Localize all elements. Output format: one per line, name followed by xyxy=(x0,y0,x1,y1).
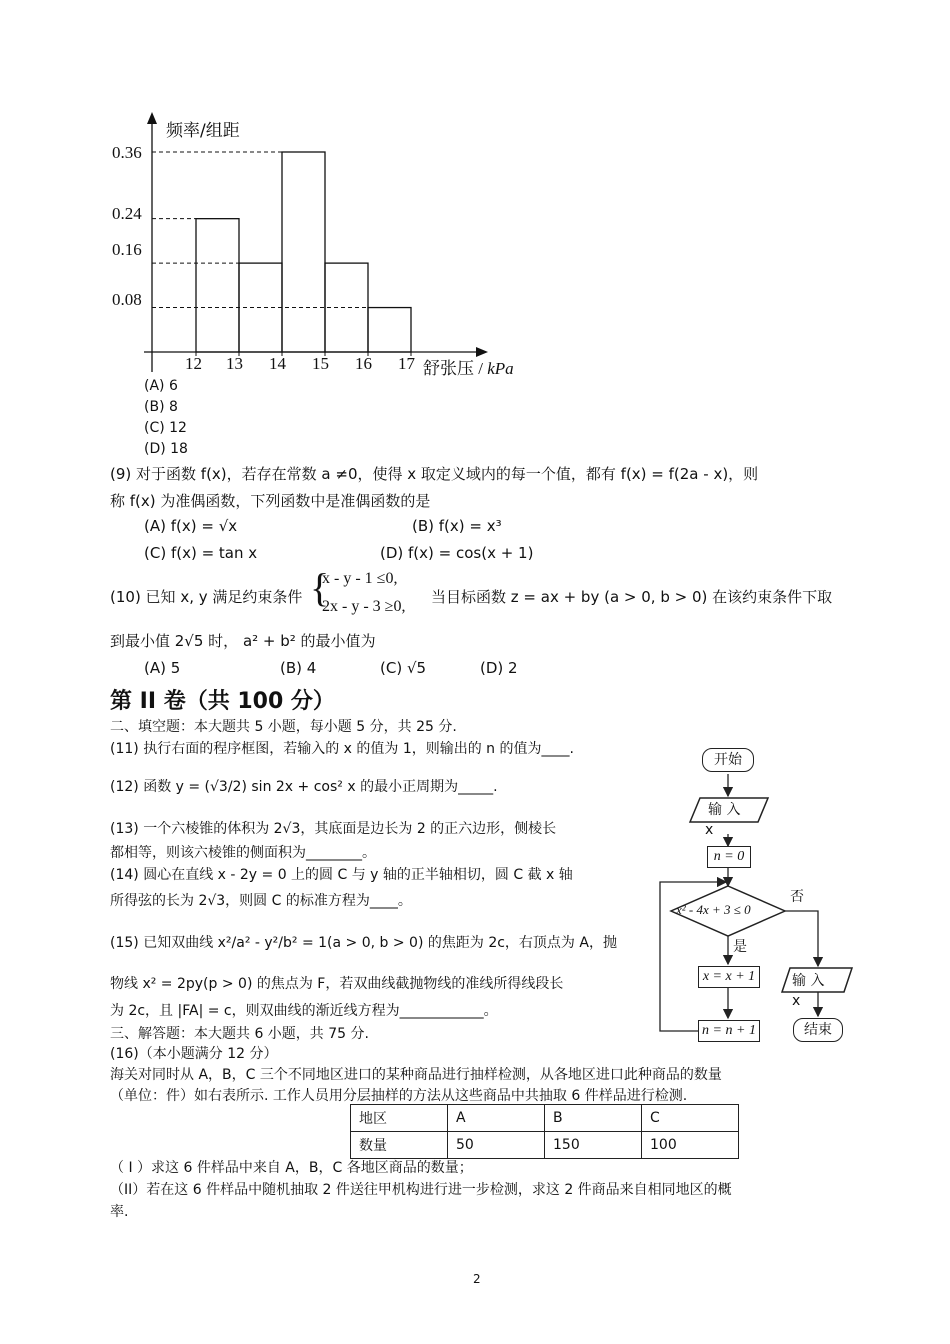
histogram-bar xyxy=(325,263,368,352)
q16-part-ii-line2: 率. xyxy=(110,1204,129,1220)
q8-option-a: (A) 6 xyxy=(144,378,178,394)
q10-option-d: (D) 2 xyxy=(480,659,518,677)
histogram-ytick: 0.16 xyxy=(112,240,142,259)
flowchart-step-n: n = n + 1 xyxy=(698,1020,760,1042)
table-cell: B xyxy=(545,1105,642,1132)
table-cell: 地区 xyxy=(351,1105,448,1132)
q13-line2: 都相等，则该六棱锥的侧面积为________。 xyxy=(110,845,376,861)
table-cell: 150 xyxy=(545,1132,642,1159)
table-row xyxy=(351,1132,739,1159)
table-row xyxy=(351,1105,739,1132)
q9-option-b: (B) f(x) = x³ xyxy=(412,517,502,535)
flowchart-init: n = 0 xyxy=(707,846,751,868)
flowchart-end: 结束 xyxy=(793,1018,843,1042)
histogram-ylabel: 频率/组距 xyxy=(166,121,240,141)
histogram-xtick: 16 xyxy=(355,354,372,373)
q10-constraint-1: x - y - 1 ≤0, xyxy=(322,570,398,587)
q8-option-b: (B) 8 xyxy=(144,399,178,415)
q8-option-c: (C) 12 xyxy=(144,420,187,436)
part2-title: 第 II 卷（共 100 分） xyxy=(110,689,335,714)
flowchart-output-var: x xyxy=(792,993,801,1009)
histogram-xtick: 12 xyxy=(185,354,202,373)
q16-part-ii-line1: （II）若在这 6 件样品中随机抽取 2 件送往甲机构进行进一步检测，求这 2 件商品来自相同地区的概 xyxy=(110,1182,732,1198)
table-cell: 100 xyxy=(642,1132,739,1159)
table-cell: 50 xyxy=(448,1132,545,1159)
histogram-xtick: 13 xyxy=(226,354,243,373)
q16-line2: （单位：件）如右表所示. 工作人员用分层抽样的方法从这些商品中共抽取 6 件样品进行检测. xyxy=(110,1088,688,1104)
flowchart-lines xyxy=(650,740,870,1060)
flowchart-yes-label: 是 xyxy=(733,939,747,955)
q14-line2: 所得弦的长为 2√3，则圆 C 的标准方程为____。 xyxy=(110,893,412,909)
q9-option-d: (D) f(x) = cos(x + 1) xyxy=(380,544,534,562)
solve-section-header: 三、解答题：本大题共 6 小题，共 75 分. xyxy=(110,1026,369,1042)
constraint-brace: { xyxy=(310,565,330,610)
y-axis-arrow xyxy=(147,112,157,124)
q16-line1: 海关对同时从 A，B，C 三个不同地区进口的某种商品进行抽样检测，从各地区进口此种商品的数量 xyxy=(110,1067,722,1083)
q13-line1: (13) 一个六棱锥的体积为 2√3，其底面是边长为 2 的正六边形，侧棱长 xyxy=(110,821,557,837)
q14-line1: (14) 圆心在直线 x - 2y = 0 上的圆 C 与 y 轴的正半轴相切，圆 C 截 x 轴 xyxy=(110,867,573,883)
histogram-ytick: 0.36 xyxy=(112,143,142,162)
q9-line2: 称 f(x) 为准偶函数，下列函数中是准偶函数的是 xyxy=(110,492,431,510)
flowchart-input-var: x xyxy=(705,822,714,838)
table-cell: A xyxy=(448,1105,545,1132)
table-cell: 数量 xyxy=(351,1132,448,1159)
q16-heading: (16)（本小题满分 12 分） xyxy=(110,1046,278,1062)
q10-suffix: 当目标函数 z = ax + by (a > 0, b > 0) 在该约束条件下取 xyxy=(431,588,833,606)
histogram-xtick: 15 xyxy=(312,354,329,373)
flowchart-output-label: 输 入 xyxy=(792,973,825,989)
histogram-xtick: 14 xyxy=(269,354,286,373)
q10-line2: 到最小值 2√5 时， a² + b² 的最小值为 xyxy=(110,632,376,650)
histogram-bar xyxy=(196,219,239,352)
q8-option-d: (D) 18 xyxy=(144,441,188,457)
histogram-bar xyxy=(282,152,325,352)
q10-option-a: (A) 5 xyxy=(144,659,181,677)
q16-part-i: （ I ）求这 6 件样品中来自 A，B，C 各地区商品的数量； xyxy=(110,1160,473,1176)
q10-option-b: (B) 4 xyxy=(280,659,317,677)
fill-section-header: 二、填空题：本大题共 5 小题，每小题 5 分，共 25 分. xyxy=(110,719,457,735)
q12: (12) 函数 y = (√3/2) sin 2x + cos² x 的最小正周期为_____. xyxy=(110,779,498,795)
histogram-xlabel: 舒张压 / kPa xyxy=(423,359,514,379)
histogram-xtick: 17 xyxy=(398,354,415,373)
q15-line2: 物线 x² = 2py(p > 0) 的焦点为 F，若双曲线截抛物线的准线所得线段长 xyxy=(110,976,564,992)
histogram-ytick: 0.08 xyxy=(112,290,142,309)
q15-line3: 为 2c，且 |FA| = c，则双曲线的渐近线方程为____________。 xyxy=(110,1003,498,1019)
flowchart-start: 开始 xyxy=(702,748,754,772)
histogram-ytick: 0.24 xyxy=(112,204,142,223)
q10-option-c: (C) √5 xyxy=(380,659,427,677)
q15-line1: (15) 已知双曲线 x²/a² - y²/b² = 1(a > 0, b > 0) 的焦距为 2c，右顶点为 A，抛 xyxy=(110,935,617,951)
histogram-chart xyxy=(100,110,540,380)
q10-prefix: (10) 已知 x, y 满足约束条件 xyxy=(110,588,303,606)
import-table xyxy=(350,1104,739,1159)
flowchart-input-label: 输 入 xyxy=(708,802,741,818)
table-cell: C xyxy=(642,1105,739,1132)
flowchart-condition: x² - 4x + 3 ≤ 0 xyxy=(676,902,751,917)
q11: (11) 执行右面的程序框图，若输入的 x 的值为 1，则输出的 n 的值为____. xyxy=(110,741,574,757)
q9-line1: (9) 对于函数 f(x)，若存在常数 a ≠0，使得 x 取定义域内的每一个值，都有 f(x) = f(2a - x)，则 xyxy=(110,465,759,483)
flowchart-no-label: 否 xyxy=(790,889,804,905)
histogram-bar xyxy=(368,308,411,352)
q10-constraint-2: 2x - y - 3 ≥0, xyxy=(322,598,406,615)
q9-option-c: (C) f(x) = tan x xyxy=(144,544,258,562)
q9-option-a: (A) f(x) = √x xyxy=(144,517,238,535)
page-number: 2 xyxy=(473,1272,481,1286)
flowchart-step-x: x = x + 1 xyxy=(698,966,760,988)
